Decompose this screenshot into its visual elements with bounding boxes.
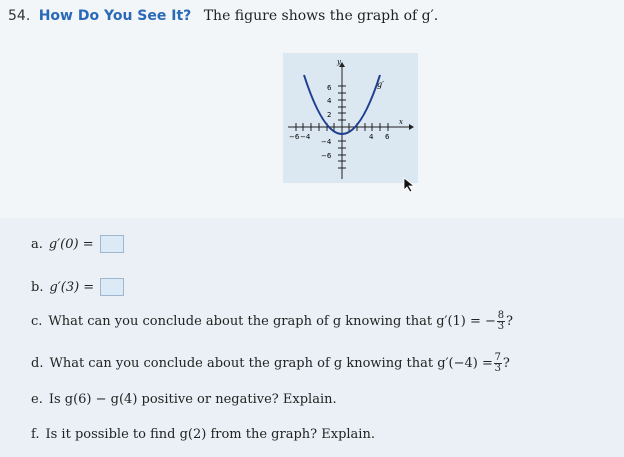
question-c-label: c. <box>31 314 43 329</box>
question-d-text: What can you conclude about the graph of g knowing that g′(−4) = <box>49 356 493 371</box>
problem-number: 54. <box>8 8 31 24</box>
question-d-frac-den: 3 <box>494 363 502 374</box>
x-tick-neg4: −4 <box>300 133 311 141</box>
question-f <box>31 427 375 442</box>
question-f-label: f. <box>31 427 40 442</box>
x-tick-neg6: −6 <box>289 133 300 141</box>
question-c-end: ? <box>505 314 513 329</box>
problem-title <box>8 8 438 24</box>
question-d-fraction <box>494 353 502 374</box>
curve-label: g′ <box>377 80 384 89</box>
question-e-label: e. <box>31 392 43 407</box>
question-a-label: a. <box>31 236 43 252</box>
question-a <box>31 235 124 253</box>
y-axis-label: y <box>337 58 341 66</box>
x-tick-6: 6 <box>385 133 390 141</box>
question-c-text: What can you conclude about the graph of g knowing that g′(1) = − <box>48 314 496 329</box>
y-tick-neg4: −4 <box>321 138 332 146</box>
graph-svg <box>283 53 418 183</box>
x-axis-label: x <box>399 118 403 126</box>
answer-a-input[interactable] <box>100 235 124 253</box>
problem-heading: How Do You See It? <box>38 8 192 24</box>
y-tick-2: 2 <box>327 111 332 119</box>
question-b-label: b. <box>31 279 44 295</box>
question-c-fraction <box>497 311 505 332</box>
derivative-graph <box>283 53 418 183</box>
question-b-lhs: g′(3) = <box>49 279 95 295</box>
question-f-text: Is it possible to find g(2) from the graph? Explain. <box>45 427 375 442</box>
questions-panel <box>0 218 624 457</box>
question-d-label: d. <box>31 356 44 371</box>
answer-b-input[interactable] <box>100 278 124 296</box>
mouse-pointer-icon <box>403 177 415 193</box>
y-tick-4: 4 <box>327 97 332 105</box>
question-c-frac-num: 8 <box>497 310 505 321</box>
problem-description: The figure shows the graph of g′. <box>203 8 439 24</box>
x-tick-4: 4 <box>369 133 374 141</box>
question-c-frac-den: 3 <box>497 321 505 332</box>
question-d-end: ? <box>502 356 510 371</box>
y-tick-neg6: −6 <box>321 152 332 160</box>
question-a-lhs: g′(0) = <box>48 236 94 252</box>
question-e-text: Is g(6) − g(4) positive or negative? Explain. <box>48 392 337 407</box>
question-d <box>31 353 510 374</box>
question-d-frac-num: 7 <box>494 352 502 363</box>
x-axis-arrow <box>409 124 414 130</box>
y-tick-6: 6 <box>327 84 332 92</box>
question-e <box>31 392 337 407</box>
question-c <box>31 311 513 332</box>
question-b <box>31 278 124 296</box>
